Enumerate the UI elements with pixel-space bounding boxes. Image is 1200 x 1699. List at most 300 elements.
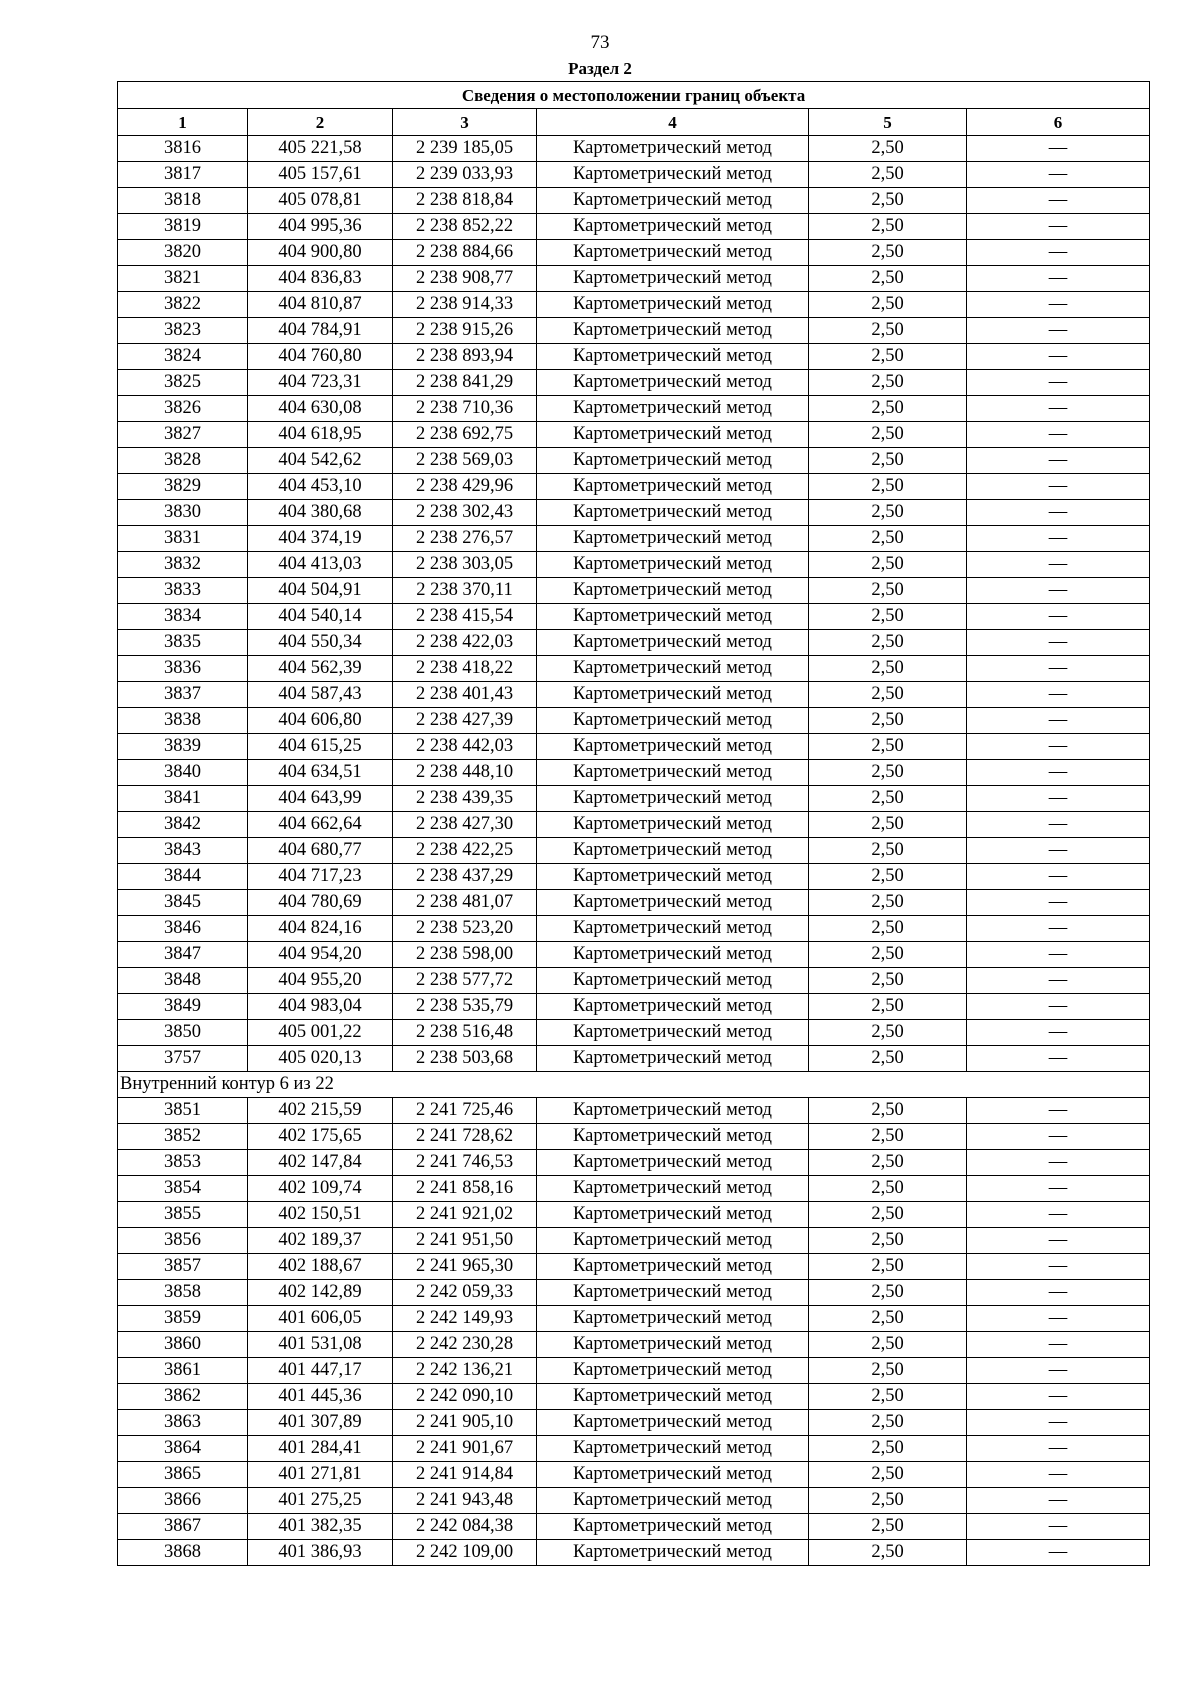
accuracy-cell: 2,50 bbox=[809, 136, 967, 162]
method-cell: Картометрический метод bbox=[537, 604, 809, 630]
description-cell: — bbox=[967, 188, 1150, 214]
table-row bbox=[118, 994, 1150, 1020]
accuracy-cell: 2,50 bbox=[809, 916, 967, 942]
y-coordinate-cell: 2 238 692,75 bbox=[393, 422, 537, 448]
point-number-cell: 3852 bbox=[118, 1124, 248, 1150]
x-coordinate-cell: 404 562,39 bbox=[248, 656, 393, 682]
y-coordinate-cell: 2 238 276,57 bbox=[393, 526, 537, 552]
point-number-cell: 3822 bbox=[118, 292, 248, 318]
accuracy-cell: 2,50 bbox=[809, 214, 967, 240]
table-row bbox=[118, 1176, 1150, 1202]
point-number-cell: 3833 bbox=[118, 578, 248, 604]
description-cell: — bbox=[967, 1098, 1150, 1124]
y-coordinate-cell: 2 242 230,28 bbox=[393, 1332, 537, 1358]
description-cell: — bbox=[967, 422, 1150, 448]
point-number-cell: 3841 bbox=[118, 786, 248, 812]
x-coordinate-cell: 402 189,37 bbox=[248, 1228, 393, 1254]
y-coordinate-cell: 2 241 921,02 bbox=[393, 1202, 537, 1228]
y-coordinate-cell: 2 238 370,11 bbox=[393, 578, 537, 604]
y-coordinate-cell: 2 238 303,05 bbox=[393, 552, 537, 578]
accuracy-cell: 2,50 bbox=[809, 188, 967, 214]
point-number-cell: 3857 bbox=[118, 1254, 248, 1280]
point-number-cell: 3825 bbox=[118, 370, 248, 396]
point-number-cell: 3842 bbox=[118, 812, 248, 838]
accuracy-cell: 2,50 bbox=[809, 942, 967, 968]
description-cell: — bbox=[967, 604, 1150, 630]
method-cell: Картометрический метод bbox=[537, 812, 809, 838]
description-cell: — bbox=[967, 942, 1150, 968]
accuracy-cell: 2,50 bbox=[809, 292, 967, 318]
accuracy-cell: 2,50 bbox=[809, 1202, 967, 1228]
description-cell: — bbox=[967, 578, 1150, 604]
table-row bbox=[118, 1124, 1150, 1150]
y-coordinate-cell: 2 242 090,10 bbox=[393, 1384, 537, 1410]
description-cell: — bbox=[967, 136, 1150, 162]
description-cell: — bbox=[967, 240, 1150, 266]
x-coordinate-cell: 402 150,51 bbox=[248, 1202, 393, 1228]
accuracy-cell: 2,50 bbox=[809, 968, 967, 994]
table-row bbox=[118, 1436, 1150, 1462]
accuracy-cell: 2,50 bbox=[809, 1410, 967, 1436]
x-coordinate-cell: 402 188,67 bbox=[248, 1254, 393, 1280]
point-number-cell: 3823 bbox=[118, 318, 248, 344]
description-cell: — bbox=[967, 656, 1150, 682]
point-number-cell: 3849 bbox=[118, 994, 248, 1020]
point-number-cell: 3837 bbox=[118, 682, 248, 708]
y-coordinate-cell: 2 238 598,00 bbox=[393, 942, 537, 968]
x-coordinate-cell: 404 954,20 bbox=[248, 942, 393, 968]
method-cell: Картометрический метод bbox=[537, 942, 809, 968]
point-number-cell: 3844 bbox=[118, 864, 248, 890]
point-number-cell: 3820 bbox=[118, 240, 248, 266]
y-coordinate-cell: 2 238 841,29 bbox=[393, 370, 537, 396]
point-number-cell: 3832 bbox=[118, 552, 248, 578]
table-row bbox=[118, 214, 1150, 240]
x-coordinate-cell: 405 078,81 bbox=[248, 188, 393, 214]
y-coordinate-cell: 2 239 033,93 bbox=[393, 162, 537, 188]
y-coordinate-cell: 2 238 422,25 bbox=[393, 838, 537, 864]
method-cell: Картометрический метод bbox=[537, 552, 809, 578]
method-cell: Картометрический метод bbox=[537, 760, 809, 786]
accuracy-cell: 2,50 bbox=[809, 1358, 967, 1384]
accuracy-cell: 2,50 bbox=[809, 656, 967, 682]
method-cell: Картометрический метод bbox=[537, 1228, 809, 1254]
contour-label: Внутренний контур 6 из 22 bbox=[118, 1072, 1150, 1098]
x-coordinate-cell: 404 717,23 bbox=[248, 864, 393, 890]
description-cell: — bbox=[967, 500, 1150, 526]
table-row bbox=[118, 1488, 1150, 1514]
y-coordinate-cell: 2 241 858,16 bbox=[393, 1176, 537, 1202]
column-number-header: 3 bbox=[393, 109, 537, 136]
accuracy-cell: 2,50 bbox=[809, 708, 967, 734]
point-number-cell: 3828 bbox=[118, 448, 248, 474]
y-coordinate-cell: 2 238 302,43 bbox=[393, 500, 537, 526]
accuracy-cell: 2,50 bbox=[809, 1046, 967, 1072]
table-row bbox=[118, 240, 1150, 266]
method-cell: Картометрический метод bbox=[537, 292, 809, 318]
point-number-cell: 3864 bbox=[118, 1436, 248, 1462]
point-number-cell: 3863 bbox=[118, 1410, 248, 1436]
description-cell: — bbox=[967, 214, 1150, 240]
table-row bbox=[118, 604, 1150, 630]
accuracy-cell: 2,50 bbox=[809, 1228, 967, 1254]
table-body bbox=[118, 136, 1150, 1566]
method-cell: Картометрический метод bbox=[537, 188, 809, 214]
description-cell: — bbox=[967, 1384, 1150, 1410]
description-cell: — bbox=[967, 916, 1150, 942]
point-number-cell: 3834 bbox=[118, 604, 248, 630]
method-cell: Картометрический метод bbox=[537, 1176, 809, 1202]
x-coordinate-cell: 404 413,03 bbox=[248, 552, 393, 578]
y-coordinate-cell: 2 238 442,03 bbox=[393, 734, 537, 760]
point-number-cell: 3818 bbox=[118, 188, 248, 214]
accuracy-cell: 2,50 bbox=[809, 786, 967, 812]
description-cell: — bbox=[967, 1358, 1150, 1384]
method-cell: Картометрический метод bbox=[537, 1098, 809, 1124]
x-coordinate-cell: 404 587,43 bbox=[248, 682, 393, 708]
x-coordinate-cell: 401 284,41 bbox=[248, 1436, 393, 1462]
y-coordinate-cell: 2 241 965,30 bbox=[393, 1254, 537, 1280]
accuracy-cell: 2,50 bbox=[809, 162, 967, 188]
point-number-cell: 3830 bbox=[118, 500, 248, 526]
x-coordinate-cell: 401 531,08 bbox=[248, 1332, 393, 1358]
table-row bbox=[118, 630, 1150, 656]
accuracy-cell: 2,50 bbox=[809, 1488, 967, 1514]
description-cell: — bbox=[967, 1306, 1150, 1332]
table-row bbox=[118, 1462, 1150, 1488]
table-row bbox=[118, 344, 1150, 370]
x-coordinate-cell: 404 615,25 bbox=[248, 734, 393, 760]
x-coordinate-cell: 404 900,80 bbox=[248, 240, 393, 266]
description-cell: — bbox=[967, 1046, 1150, 1072]
description-cell: — bbox=[967, 1124, 1150, 1150]
section-title: Раздел 2 bbox=[568, 59, 632, 78]
table-row bbox=[118, 1514, 1150, 1540]
point-number-cell: 3856 bbox=[118, 1228, 248, 1254]
y-coordinate-cell: 2 238 418,22 bbox=[393, 656, 537, 682]
method-cell: Картометрический метод bbox=[537, 1488, 809, 1514]
table-row bbox=[118, 500, 1150, 526]
x-coordinate-cell: 404 374,19 bbox=[248, 526, 393, 552]
accuracy-cell: 2,50 bbox=[809, 578, 967, 604]
table-row bbox=[118, 1384, 1150, 1410]
description-cell: — bbox=[967, 734, 1150, 760]
accuracy-cell: 2,50 bbox=[809, 1020, 967, 1046]
x-coordinate-cell: 401 445,36 bbox=[248, 1384, 393, 1410]
x-coordinate-cell: 402 109,74 bbox=[248, 1176, 393, 1202]
method-cell: Картометрический метод bbox=[537, 1254, 809, 1280]
x-coordinate-cell: 404 810,87 bbox=[248, 292, 393, 318]
point-number-cell: 3866 bbox=[118, 1488, 248, 1514]
description-cell: — bbox=[967, 890, 1150, 916]
method-cell: Картометрический метод bbox=[537, 370, 809, 396]
y-coordinate-cell: 2 238 439,35 bbox=[393, 786, 537, 812]
method-cell: Картометрический метод bbox=[537, 1046, 809, 1072]
accuracy-cell: 2,50 bbox=[809, 370, 967, 396]
table-row bbox=[118, 188, 1150, 214]
description-cell: — bbox=[967, 682, 1150, 708]
table-row bbox=[118, 890, 1150, 916]
table-row bbox=[118, 318, 1150, 344]
x-coordinate-cell: 401 386,93 bbox=[248, 1540, 393, 1566]
x-coordinate-cell: 404 995,36 bbox=[248, 214, 393, 240]
method-cell: Картометрический метод bbox=[537, 656, 809, 682]
point-number-cell: 3838 bbox=[118, 708, 248, 734]
table-row bbox=[118, 1410, 1150, 1436]
table-row bbox=[118, 656, 1150, 682]
x-coordinate-cell: 401 447,17 bbox=[248, 1358, 393, 1384]
method-cell: Картометрический метод bbox=[537, 916, 809, 942]
table-row bbox=[118, 292, 1150, 318]
y-coordinate-cell: 2 238 893,94 bbox=[393, 344, 537, 370]
y-coordinate-cell: 2 238 437,29 bbox=[393, 864, 537, 890]
x-coordinate-cell: 404 662,64 bbox=[248, 812, 393, 838]
description-cell: — bbox=[967, 1150, 1150, 1176]
accuracy-cell: 2,50 bbox=[809, 864, 967, 890]
y-coordinate-cell: 2 238 710,36 bbox=[393, 396, 537, 422]
y-coordinate-cell: 2 238 401,43 bbox=[393, 682, 537, 708]
method-cell: Картометрический метод bbox=[537, 1124, 809, 1150]
point-number-cell: 3816 bbox=[118, 136, 248, 162]
y-coordinate-cell: 2 238 427,39 bbox=[393, 708, 537, 734]
accuracy-cell: 2,50 bbox=[809, 838, 967, 864]
description-cell: — bbox=[967, 396, 1150, 422]
boundary-table bbox=[117, 81, 1150, 1566]
description-cell: — bbox=[967, 344, 1150, 370]
point-number-cell: 3831 bbox=[118, 526, 248, 552]
accuracy-cell: 2,50 bbox=[809, 630, 967, 656]
description-cell: — bbox=[967, 526, 1150, 552]
x-coordinate-cell: 405 020,13 bbox=[248, 1046, 393, 1072]
method-cell: Картометрический метод bbox=[537, 630, 809, 656]
method-cell: Картометрический метод bbox=[537, 526, 809, 552]
method-cell: Картометрический метод bbox=[537, 266, 809, 292]
y-coordinate-cell: 2 239 185,05 bbox=[393, 136, 537, 162]
y-coordinate-cell: 2 242 084,38 bbox=[393, 1514, 537, 1540]
method-cell: Картометрический метод bbox=[537, 1020, 809, 1046]
accuracy-cell: 2,50 bbox=[809, 760, 967, 786]
table-row bbox=[118, 1306, 1150, 1332]
description-cell: — bbox=[967, 1488, 1150, 1514]
y-coordinate-cell: 2 242 109,00 bbox=[393, 1540, 537, 1566]
method-cell: Картометрический метод bbox=[537, 162, 809, 188]
y-coordinate-cell: 2 238 503,68 bbox=[393, 1046, 537, 1072]
accuracy-cell: 2,50 bbox=[809, 682, 967, 708]
y-coordinate-cell: 2 238 516,48 bbox=[393, 1020, 537, 1046]
y-coordinate-cell: 2 238 448,10 bbox=[393, 760, 537, 786]
accuracy-cell: 2,50 bbox=[809, 344, 967, 370]
accuracy-cell: 2,50 bbox=[809, 500, 967, 526]
x-coordinate-cell: 401 606,05 bbox=[248, 1306, 393, 1332]
table-row bbox=[118, 760, 1150, 786]
description-cell: — bbox=[967, 370, 1150, 396]
description-cell: — bbox=[967, 474, 1150, 500]
accuracy-cell: 2,50 bbox=[809, 734, 967, 760]
y-coordinate-cell: 2 238 577,72 bbox=[393, 968, 537, 994]
method-cell: Картометрический метод bbox=[537, 1540, 809, 1566]
column-number-header: 5 bbox=[809, 109, 967, 136]
description-cell: — bbox=[967, 1176, 1150, 1202]
method-cell: Картометрический метод bbox=[537, 396, 809, 422]
contour-subheader-row bbox=[118, 1072, 1150, 1098]
point-number-cell: 3829 bbox=[118, 474, 248, 500]
y-coordinate-cell: 2 238 523,20 bbox=[393, 916, 537, 942]
accuracy-cell: 2,50 bbox=[809, 890, 967, 916]
y-coordinate-cell: 2 241 728,62 bbox=[393, 1124, 537, 1150]
table-row bbox=[118, 474, 1150, 500]
table-row bbox=[118, 526, 1150, 552]
x-coordinate-cell: 404 550,34 bbox=[248, 630, 393, 656]
method-cell: Картометрический метод bbox=[537, 448, 809, 474]
y-coordinate-cell: 2 241 746,53 bbox=[393, 1150, 537, 1176]
x-coordinate-cell: 401 382,35 bbox=[248, 1514, 393, 1540]
description-cell: — bbox=[967, 162, 1150, 188]
table-row bbox=[118, 682, 1150, 708]
table-row bbox=[118, 162, 1150, 188]
description-cell: — bbox=[967, 1254, 1150, 1280]
table-row bbox=[118, 1280, 1150, 1306]
point-number-cell: 3824 bbox=[118, 344, 248, 370]
table-row bbox=[118, 578, 1150, 604]
x-coordinate-cell: 404 618,95 bbox=[248, 422, 393, 448]
method-cell: Картометрический метод bbox=[537, 240, 809, 266]
method-cell: Картометрический метод bbox=[537, 1306, 809, 1332]
x-coordinate-cell: 404 680,77 bbox=[248, 838, 393, 864]
x-coordinate-cell: 404 453,10 bbox=[248, 474, 393, 500]
description-cell: — bbox=[967, 838, 1150, 864]
y-coordinate-cell: 2 238 915,26 bbox=[393, 318, 537, 344]
accuracy-cell: 2,50 bbox=[809, 1124, 967, 1150]
accuracy-cell: 2,50 bbox=[809, 318, 967, 344]
y-coordinate-cell: 2 241 901,67 bbox=[393, 1436, 537, 1462]
accuracy-cell: 2,50 bbox=[809, 1306, 967, 1332]
y-coordinate-cell: 2 238 914,33 bbox=[393, 292, 537, 318]
x-coordinate-cell: 404 780,69 bbox=[248, 890, 393, 916]
column-number-header: 4 bbox=[537, 109, 809, 136]
method-cell: Картометрический метод bbox=[537, 864, 809, 890]
method-cell: Картометрический метод bbox=[537, 708, 809, 734]
x-coordinate-cell: 404 606,80 bbox=[248, 708, 393, 734]
x-coordinate-cell: 404 760,80 bbox=[248, 344, 393, 370]
description-cell: — bbox=[967, 864, 1150, 890]
point-number-cell: 3843 bbox=[118, 838, 248, 864]
x-coordinate-cell: 405 157,61 bbox=[248, 162, 393, 188]
table-row bbox=[118, 1332, 1150, 1358]
table-row bbox=[118, 266, 1150, 292]
method-cell: Картометрический метод bbox=[537, 500, 809, 526]
method-cell: Картометрический метод bbox=[537, 578, 809, 604]
point-number-cell: 3854 bbox=[118, 1176, 248, 1202]
accuracy-cell: 2,50 bbox=[809, 552, 967, 578]
table-row bbox=[118, 396, 1150, 422]
x-coordinate-cell: 404 824,16 bbox=[248, 916, 393, 942]
accuracy-cell: 2,50 bbox=[809, 448, 967, 474]
accuracy-cell: 2,50 bbox=[809, 526, 967, 552]
x-coordinate-cell: 405 221,58 bbox=[248, 136, 393, 162]
point-number-cell: 3836 bbox=[118, 656, 248, 682]
point-number-cell: 3826 bbox=[118, 396, 248, 422]
x-coordinate-cell: 404 380,68 bbox=[248, 500, 393, 526]
table-row bbox=[118, 422, 1150, 448]
accuracy-cell: 2,50 bbox=[809, 240, 967, 266]
y-coordinate-cell: 2 238 884,66 bbox=[393, 240, 537, 266]
accuracy-cell: 2,50 bbox=[809, 812, 967, 838]
table-row bbox=[118, 734, 1150, 760]
description-cell: — bbox=[967, 994, 1150, 1020]
method-cell: Картометрический метод bbox=[537, 1410, 809, 1436]
table-row bbox=[118, 448, 1150, 474]
method-cell: Картометрический метод bbox=[537, 1202, 809, 1228]
description-cell: — bbox=[967, 1410, 1150, 1436]
method-cell: Картометрический метод bbox=[537, 422, 809, 448]
table-row bbox=[118, 1228, 1150, 1254]
accuracy-cell: 2,50 bbox=[809, 1280, 967, 1306]
x-coordinate-cell: 401 307,89 bbox=[248, 1410, 393, 1436]
x-coordinate-cell: 401 275,25 bbox=[248, 1488, 393, 1514]
accuracy-cell: 2,50 bbox=[809, 1514, 967, 1540]
y-coordinate-cell: 2 241 943,48 bbox=[393, 1488, 537, 1514]
y-coordinate-cell: 2 241 725,46 bbox=[393, 1098, 537, 1124]
description-cell: — bbox=[967, 266, 1150, 292]
point-number-cell: 3855 bbox=[118, 1202, 248, 1228]
description-cell: — bbox=[967, 1540, 1150, 1566]
x-coordinate-cell: 404 634,51 bbox=[248, 760, 393, 786]
method-cell: Картометрический метод bbox=[537, 994, 809, 1020]
point-number-cell: 3847 bbox=[118, 942, 248, 968]
x-coordinate-cell: 404 643,99 bbox=[248, 786, 393, 812]
point-number-cell: 3862 bbox=[118, 1384, 248, 1410]
accuracy-cell: 2,50 bbox=[809, 1462, 967, 1488]
y-coordinate-cell: 2 238 422,03 bbox=[393, 630, 537, 656]
description-cell: — bbox=[967, 448, 1150, 474]
accuracy-cell: 2,50 bbox=[809, 1540, 967, 1566]
description-cell: — bbox=[967, 760, 1150, 786]
table-row bbox=[118, 1254, 1150, 1280]
point-number-cell: 3846 bbox=[118, 916, 248, 942]
table-row bbox=[118, 1358, 1150, 1384]
x-coordinate-cell: 404 723,31 bbox=[248, 370, 393, 396]
point-number-cell: 3865 bbox=[118, 1462, 248, 1488]
point-number-cell: 3835 bbox=[118, 630, 248, 656]
point-number-cell: 3850 bbox=[118, 1020, 248, 1046]
description-cell: — bbox=[967, 708, 1150, 734]
description-cell: — bbox=[967, 1280, 1150, 1306]
point-number-cell: 3827 bbox=[118, 422, 248, 448]
method-cell: Картометрический метод bbox=[537, 136, 809, 162]
accuracy-cell: 2,50 bbox=[809, 396, 967, 422]
method-cell: Картометрический метод bbox=[537, 1150, 809, 1176]
description-cell: — bbox=[967, 1332, 1150, 1358]
accuracy-cell: 2,50 bbox=[809, 1384, 967, 1410]
method-cell: Картометрический метод bbox=[537, 1280, 809, 1306]
point-number-cell: 3851 bbox=[118, 1098, 248, 1124]
y-coordinate-cell: 2 238 569,03 bbox=[393, 448, 537, 474]
point-number-cell: 3860 bbox=[118, 1332, 248, 1358]
accuracy-cell: 2,50 bbox=[809, 1332, 967, 1358]
y-coordinate-cell: 2 238 908,77 bbox=[393, 266, 537, 292]
y-coordinate-cell: 2 241 905,10 bbox=[393, 1410, 537, 1436]
description-cell: — bbox=[967, 1020, 1150, 1046]
table-row bbox=[118, 942, 1150, 968]
x-coordinate-cell: 402 175,65 bbox=[248, 1124, 393, 1150]
column-number-header: 2 bbox=[248, 109, 393, 136]
description-cell: — bbox=[967, 786, 1150, 812]
method-cell: Картометрический метод bbox=[537, 734, 809, 760]
method-cell: Картометрический метод bbox=[537, 1332, 809, 1358]
point-number-cell: 3817 bbox=[118, 162, 248, 188]
x-coordinate-cell: 404 540,14 bbox=[248, 604, 393, 630]
y-coordinate-cell: 2 238 429,96 bbox=[393, 474, 537, 500]
